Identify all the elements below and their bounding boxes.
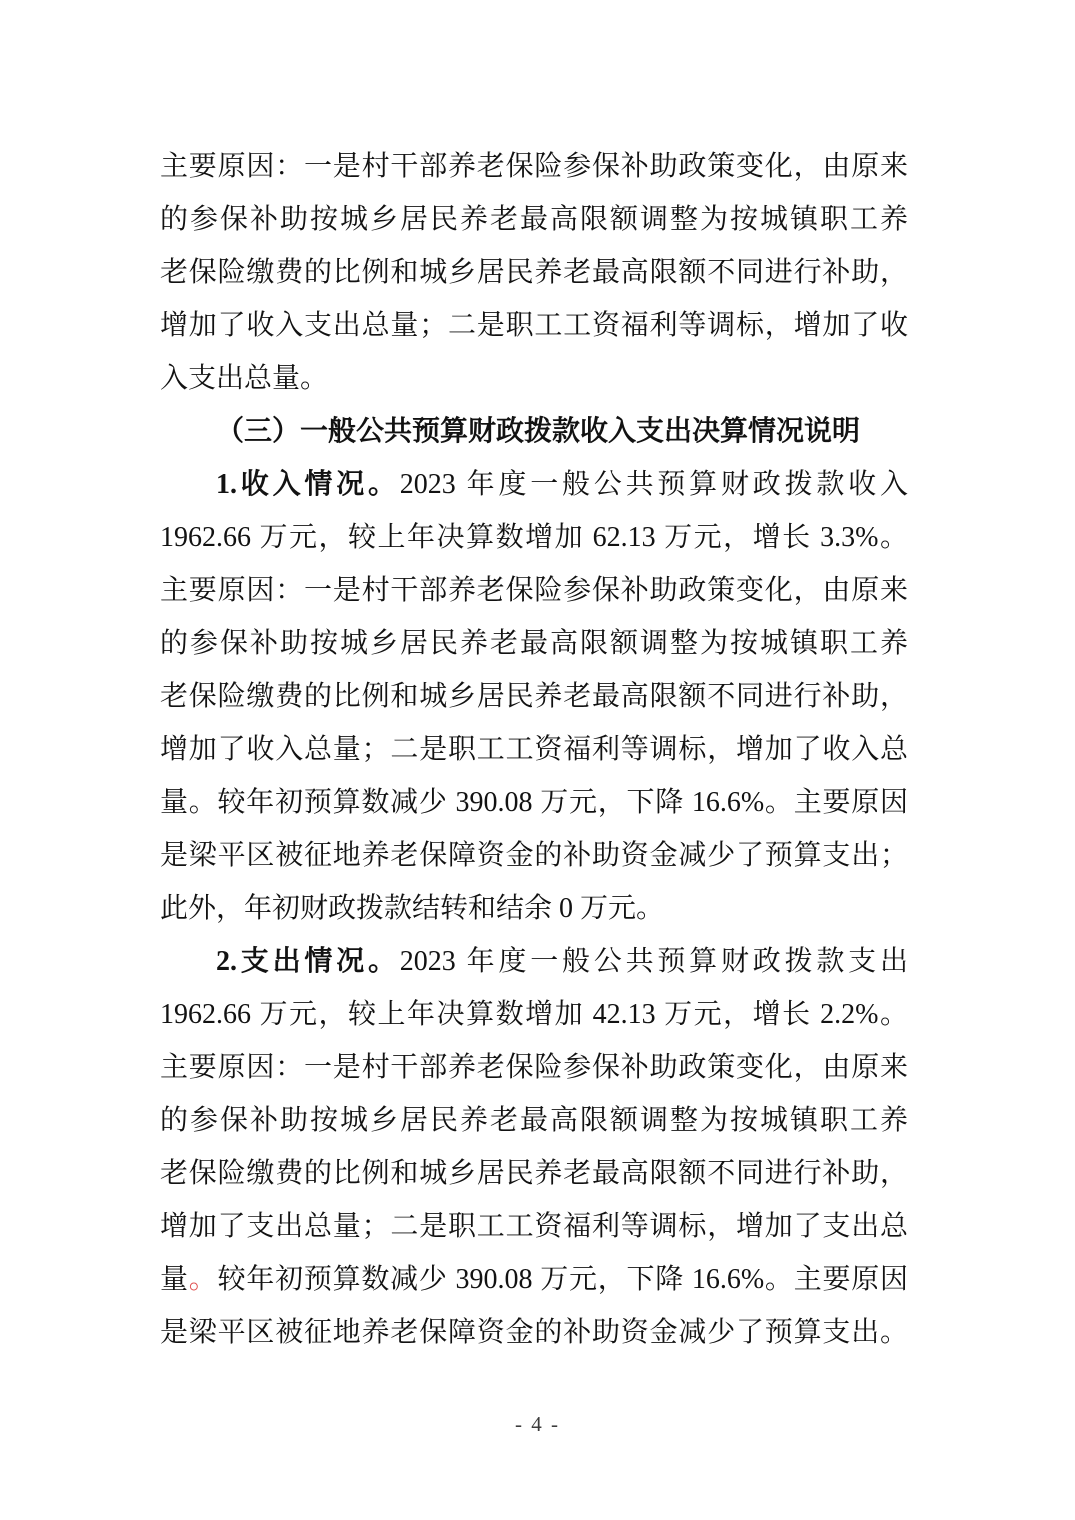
text-run: 。 (188, 1264, 218, 1295)
text-run: 主要原因：一是村干部养老保险参保补助政策变化，由原来 (160, 1052, 908, 1083)
text-run: 入支出总量。 (160, 363, 329, 394)
text-run: 主要原因：一是村干部养老保险参保补助政策变化，由原来 (160, 151, 908, 182)
text-line (160, 670, 908, 723)
text-line (160, 564, 908, 617)
paragraph-income-situation (160, 458, 908, 935)
document-body (160, 140, 908, 1359)
text-run: 增加了收入支出总量；二是职工工资福利等调标，增加了收 (160, 310, 908, 341)
text-line (160, 1253, 908, 1306)
heading-section-three (160, 405, 908, 458)
text-line (160, 1094, 908, 1147)
text-run: 此外，年初财政拨款结转和结余 0 万元。 (160, 893, 665, 924)
text-line (160, 935, 908, 988)
text-line (160, 723, 908, 776)
text-line (160, 246, 908, 299)
bold-text-run: （三）一般公共预算财政拨款收入支出决算情况说明 (216, 416, 861, 447)
text-line (160, 882, 908, 935)
text-run: 主要原因：一是村干部养老保险参保补助政策变化，由原来 (160, 575, 908, 606)
text-line (160, 776, 908, 829)
text-line (160, 140, 908, 193)
text-line (160, 1306, 908, 1359)
page-number: - 4 - (515, 1412, 560, 1436)
text-run: 老保险缴费的比例和城乡居民养老最高限额不同进行补助， (160, 681, 908, 712)
text-run: 的参保补助按城乡居民养老最高限额调整为按城镇职工养 (160, 628, 908, 659)
text-line (160, 352, 908, 405)
text-line (160, 405, 908, 458)
text-run: 量。较年初预算数减少 390.08 万元，下降 16.6%。主要原因 (160, 787, 908, 818)
bold-text-run: 1.收入情况。 (216, 469, 400, 500)
text-run: 2023 年度一般公共预算财政拨款支出 (399, 946, 908, 977)
text-run: 的参保补助按城乡居民养老最高限额调整为按城镇职工养 (160, 1105, 908, 1136)
text-run: 较年初预算数减少 390.08 万元，下降 16.6%。主要原因 (217, 1264, 908, 1295)
text-run: 1962.66 万元，较上年决算数增加 62.13 万元，增长 3.3%。 (160, 522, 908, 553)
text-run: 老保险缴费的比例和城乡居民养老最高限额不同进行补助， (160, 1158, 908, 1189)
text-line (160, 511, 908, 564)
text-run: 老保险缴费的比例和城乡居民养老最高限额不同进行补助， (160, 257, 908, 288)
bold-text-run: 2.支出情况。 (216, 946, 400, 977)
paragraph-expenditure-situation (160, 935, 908, 1359)
text-run: 量 (160, 1264, 189, 1295)
text-line (160, 988, 908, 1041)
text-line (160, 458, 908, 511)
page-footer (0, 1412, 1075, 1437)
paragraph-carryover-explanation (160, 140, 908, 405)
text-run: 增加了收入总量；二是职工工资福利等调标，增加了收入总 (160, 734, 908, 765)
text-run: 1962.66 万元，较上年决算数增加 42.13 万元，增长 2.2%。 (160, 999, 908, 1030)
text-run: 增加了支出总量；二是职工工资福利等调标，增加了支出总 (160, 1211, 908, 1242)
text-line (160, 617, 908, 670)
text-line (160, 1147, 908, 1200)
text-run: 是梁平区被征地养老保障资金的补助资金减少了预算支出； (160, 840, 908, 871)
text-line (160, 1041, 908, 1094)
text-line (160, 299, 908, 352)
text-line (160, 193, 908, 246)
text-line (160, 829, 908, 882)
text-run: 2023 年度一般公共预算财政拨款收入 (399, 469, 908, 500)
text-run: 的参保补助按城乡居民养老最高限额调整为按城镇职工养 (160, 204, 908, 235)
text-line (160, 1200, 908, 1253)
text-run: 是梁平区被征地养老保障资金的补助资金减少了预算支出。 (160, 1317, 908, 1348)
